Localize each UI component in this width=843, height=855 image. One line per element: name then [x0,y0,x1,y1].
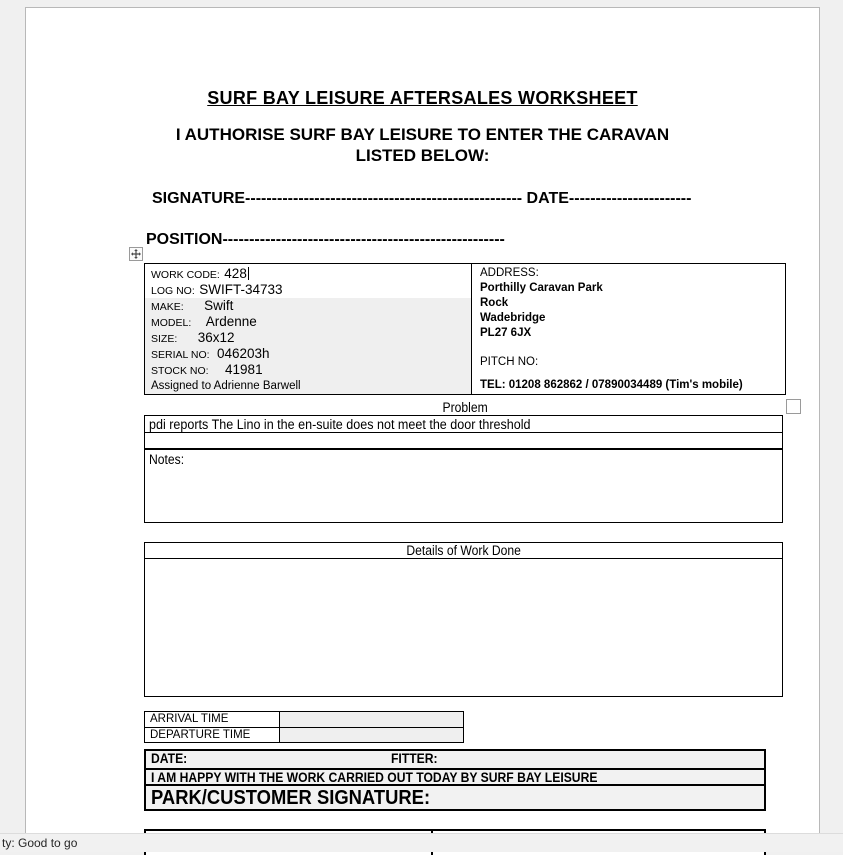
notes-box[interactable] [144,449,783,523]
worksheet-title: SURF BAY LEISURE AFTERSALES WORKSHEET [207,88,638,108]
fitter-label-wrap [391,751,443,767]
address-label: ADDRESS: [480,267,539,279]
document-page[interactable] [25,7,820,852]
model-row[interactable] [145,314,471,330]
table-resize-handle[interactable] [786,399,801,414]
model-label: MODEL: [151,317,192,329]
stock-no-row[interactable] [145,362,471,378]
work-done-header [145,543,782,559]
work-done-header-text: Details of Work Done [406,543,521,558]
problem-report-row[interactable] [145,416,782,433]
problem-section-header [144,400,786,415]
telephone-line: TEL: 01208 862862 / 07890034489 (Tim's mobile) [480,379,743,391]
work-done-entry-area[interactable] [145,559,782,696]
text-cursor [248,267,249,280]
log-no-row[interactable] [145,282,471,298]
customer-signature-row[interactable] [146,784,764,809]
date-label-wrap [151,751,191,767]
assigned-row[interactable]: Assigned to Adrienne Barwell [145,378,471,394]
problem-box [144,415,783,449]
authorisation-statement [26,124,819,166]
make-label: MAKE: [151,301,184,313]
address-cell[interactable] [472,264,785,394]
arrival-time-value-cell[interactable] [280,712,463,727]
caravan-shaded-block [145,298,471,394]
date-fitter-row[interactable] [146,751,764,768]
serial-no-row[interactable] [145,346,471,362]
size-row[interactable] [145,330,471,346]
departure-time-row [145,727,463,742]
times-table [144,711,464,743]
work-done-table [144,542,783,697]
signoff-table [144,749,766,811]
address-line-2: Rock [480,297,509,309]
problem-empty-row[interactable] [145,433,782,448]
size-label: SIZE: [151,333,178,345]
happy-statement-text: I AM HAPPY WITH THE WORK CARRIED OUT TODAY BY SURF BAY LEISURE [151,770,598,785]
stock-no-value[interactable]: 41981 [225,362,263,377]
four-way-arrow-icon [131,249,141,259]
happy-statement-row [146,768,764,784]
address-line-1: Porthilly Caravan Park [480,282,603,294]
fitter-label: FITTER: [391,751,438,766]
departure-time-value-cell[interactable] [280,728,463,742]
make-value[interactable]: Swift [204,298,234,313]
departure-time-label: DEPARTURE TIME [145,728,280,742]
arrival-time-label: ARRIVAL TIME [145,712,280,727]
pitch-no-label[interactable]: PITCH NO: [480,356,539,368]
position-line: POSITION----------------------------------------------------- [146,231,505,248]
size-value[interactable]: 36x12 [197,330,235,345]
status-bar [0,833,843,852]
authorisation-line-1: I AUTHORISE SURF BAY LEISURE TO ENTER THE CARAVAN [175,125,670,144]
serial-no-label: SERIAL NO: [151,349,210,361]
work-code-value[interactable]: 428 [224,266,247,281]
notes-label: Notes: [149,452,185,467]
address-line-4: PL27 6JX [480,327,532,339]
log-no-value[interactable]: SWIFT-34733 [199,282,283,297]
caravan-details-table [144,263,786,395]
problem-report-text: pdi reports The Lino in the en-suite does not meet the door threshold [149,417,531,432]
make-row[interactable] [145,298,471,314]
accessibility-status[interactable]: ty: Good to go [2,836,78,850]
signature-date-line: SIGNATURE---------------------------------------------------- DATE----------------------- [152,190,692,207]
serial-no-value[interactable]: 046203h [217,346,270,361]
model-value[interactable]: Ardenne [205,314,257,329]
customer-signature-label: PARK/CUSTOMER SIGNATURE: [151,787,431,809]
problem-header-text: Problem [442,400,488,415]
address-line-3: Wadebridge [480,312,546,324]
log-no-label: LOG NO: [151,285,195,297]
authorisation-line-2: LISTED BELOW: [355,146,490,165]
work-code-row[interactable] [145,266,471,282]
stock-no-label: STOCK NO: [151,365,209,377]
arrival-time-row [145,712,463,727]
work-code-label: WORK CODE: [151,269,220,281]
date-label: DATE: [151,751,188,766]
table-move-handle-icon[interactable] [129,247,143,261]
caravan-details-cell[interactable] [145,264,472,394]
